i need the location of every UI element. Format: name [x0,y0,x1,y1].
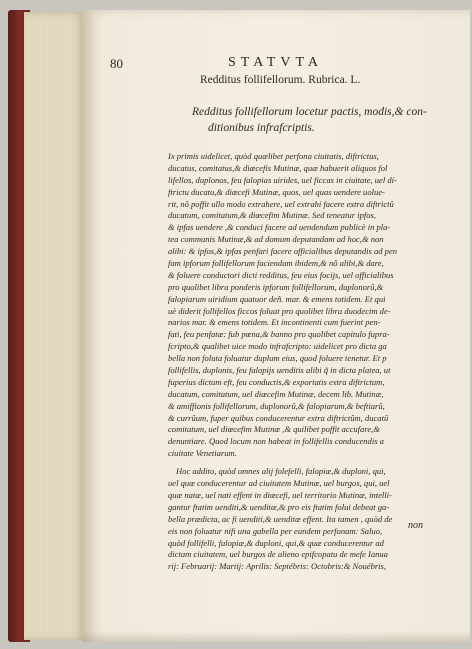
body-line: uel quæ conducerentur ad ciuitatem Mutinæ, uel burgos, qui, uel [168,478,390,489]
rubric-heading: Redditus follifellorum. Rubrica. L. [200,74,361,86]
body-line: bella prædicta, ac fi uenditi,& uenditæ effent. Ita tamen , quòd de [168,513,393,524]
body-line: & amiffionis follifellorum, duplonorû,& falopiarum,& beftiarû, [168,400,385,411]
body-line: denuntiare. Quod locum non habeat in follifellis conducendis a [168,436,384,447]
page-shadow [82,630,470,642]
body-line: ftrictu ducatu,& diœcefi Mutinæ, quos, uel quas uendere uolue- [168,186,385,197]
body-line: quæ natæ, uel nati effent in diœcefi, uel territorio Mutinæ, intelli- [168,489,392,500]
body-line: ducatum, comitatum, uel diœcefim Mutinæ, decem lib. Mutinæ, [168,388,384,399]
body-line: rit, nô poffit ullo modo extrahere, uel extrahi facere extra diftrictû [168,198,394,209]
body-line: rij: Februarij: Martij: Aprilis: Septébris: Octobris:& Nouébris, [168,561,387,572]
body-line: alibi: & ipfos,& ipfas penfari facere officialibus deputandis ad pen [168,246,398,257]
body-line: fuperius dictum eft, feu conductis,& exportatis extra diftrictum, [168,376,385,387]
body-line: lifellos, duplonos, feu falopias uirides, uel ficcas in ciuitate, uel di- [168,174,397,185]
body-line: eis non foluatur nifi una gabella per eandem perfonam: Saluo, [168,525,383,536]
body-line: Ix primis uidelicet, quòd quælibet perfona ciuitatis, diftrictus, [168,151,379,161]
body-line: tea communis Mutinæ,& ad domum deputandam ad hoc,& non [168,234,384,245]
body-line: narios mar. & emens totidem. Et incontinenti cum fuerint pen- [168,317,381,328]
body-line: & foluere conductori dicti redditus, feu eius focijs, uel officialibus [168,269,394,280]
body-line: ducatus, comitatus,& diœcefis Mutinæ, quæ habuerit aliquos fol [168,162,388,173]
body-line: dictam ciuitatem, uel burgos de alieno epifcopatu de mefe Ianua [168,549,388,560]
section-subheading [192,104,442,136]
body-line: uè diderit follifellos ficcos foluat pro quolibet libra duodecim de- [168,305,391,316]
body-line: quòd follifelli, falopiæ,& duploni, qui,& quæ conducerentur ad [168,537,384,548]
subheading-line: ditionibus infrafcriptis. [208,122,315,134]
body-line: comitatum, uel diœcefim Mutinæ ,& quilibet poffit accufare,& [168,424,380,435]
body-line: falopiarum uiridium quatuor deñ. mar. & emens totidem. Et qui [168,293,386,304]
running-title: STATVTA [228,55,323,70]
subheading-line: Redditus follifellorum locetur pactis, modis,& con- [192,106,427,118]
body-line: Hoc addito, quòd omnes alij folefelli, falopiæ,& duploni, qui, [176,466,386,477]
body-line: fcripto,& qualibet uice modo infrafcripto: uidelicet pro dicta ga [168,341,387,352]
body-line: pro quolibet libra ponderis ipforum follifellorum, duplonorû,& [168,281,384,292]
catchword: non [408,520,423,531]
page-number: 80 [110,56,123,71]
body-line: & currûum, fuper quibus conducerentur extra diftrictûm, ducatû [168,412,389,423]
body-line: & ipfas uendere ,& conduci facere ad uendendum publicè in pla- [168,222,391,233]
body-line: gantur ftatim uenditi,& uenditæ,& pro eis ftatim folui debeat ga- [168,501,390,512]
page-edges [24,12,86,640]
body-line: fam ipforum follifellorum faciendam ibidem,& nô alibi,& dare, [168,258,384,269]
body-line: fati, feu penfatæ: fub pœna,& banno pro quolibet capitulo fupra- [168,329,390,340]
body-line: ciuitate Venetiarum. [168,448,237,459]
body-line: bella non foluta foluatur duplum eius, quod foluere tenetur. Et p [168,353,387,364]
body-line: ducatum, comitatum,& diœcefim Mutinæ. Sed teneatur ipfos, [168,210,376,221]
body-text [168,151,454,573]
body-line: follifellis, duplonis, feu falopijs uenditis alibi q̃ in dicta platea, ut [168,365,391,376]
